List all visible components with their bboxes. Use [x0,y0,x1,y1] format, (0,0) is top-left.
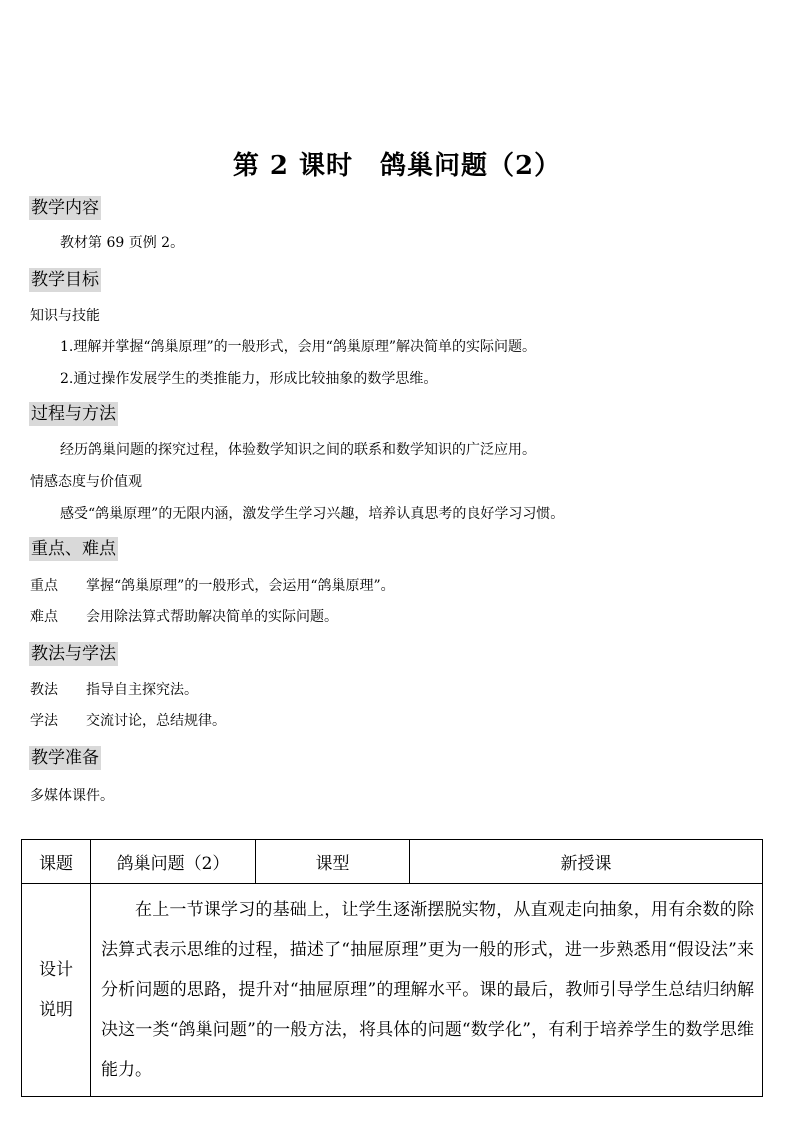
difficult-point-text: 会用除法算式帮助解决简单的实际问题。 [86,609,338,625]
design-notes-label [22,884,91,1097]
topic-value: 鸽巢问题（2） [91,840,256,884]
process-text: 经历鸽巢问题的探究过程，体验数学知识之间的联系和数学知识的广泛应用。 [60,442,536,458]
heading-teaching-goals: 教学目标 [31,270,99,290]
teaching-method-label: 教法 [30,682,58,698]
topic-label: 课题 [22,840,91,884]
goal-item-2: 2.通过操作发展学生的类推能力，形成比较抽象的数学思维。 [60,371,438,387]
table-row [22,884,763,1097]
design-notes-cell [91,884,763,1097]
difficult-point-label: 难点 [30,609,58,625]
heading-process-methods: 过程与方法 [31,404,116,424]
attitude-text: 感受“鸽巢原理”的无限内涵，激发学生学习兴趣，培养认真思考的良好学习习惯。 [60,506,565,522]
heading-teaching-learning-methods: 教法与学法 [31,644,116,664]
preparation-text: 多媒体课件。 [30,788,114,804]
lesson-type-label: 课型 [256,840,410,884]
page-title: 第 2 课时 鸽巢问题（2） [232,151,562,181]
heading-key-difficult-points: 重点、难点 [31,539,116,559]
design-notes-label-line1: 设计 [39,960,73,980]
learning-method-label: 学法 [30,713,58,729]
subheading-attitude-values: 情感态度与价值观 [30,474,142,490]
design-notes-text: 在上一节课学习的基础上，让学生逐渐摆脱实物，从直观走向抽象，用有余数的除法算式表示思维的过程，描述了“抽屉原理”更为一般的形式，进一步熟悉用“假设法”来分析问题的思路，提升对“抽屉原理”的理解水平。课的最后，教师引导学生总结归纳解决这一类“鸽巢问题”的一般方法，将具体的问题“数学化”，有利于培养学生的数学思维能力。 [101,900,754,1080]
key-point-label: 重点 [30,578,58,594]
teaching-method-line [30,681,198,699]
key-point-text: 掌握“鸽巢原理”的一般形式，会运用“鸽巢原理”。 [86,578,395,594]
lesson-type-value: 新授课 [410,840,763,884]
learning-method-line [30,712,226,730]
difficult-point-line [30,608,338,626]
key-point-line [30,577,395,595]
design-notes-label-line2: 说明 [39,1000,73,1020]
heading-teaching-content: 教学内容 [31,198,99,218]
subheading-knowledge-skills: 知识与技能 [30,308,100,324]
teaching-method-text: 指导自主探究法。 [86,682,198,698]
goal-item-1: 1.理解并掌握“鸽巢原理”的一般形式，会用“鸽巢原理”解决简单的实际问题。 [60,339,536,355]
learning-method-text: 交流讨论，总结规律。 [86,713,226,729]
heading-teaching-preparation: 教学准备 [31,748,99,768]
lesson-table [21,839,763,1097]
table-row [22,840,763,884]
teaching-content-text: 教材第 69 页例 2。 [60,235,185,251]
